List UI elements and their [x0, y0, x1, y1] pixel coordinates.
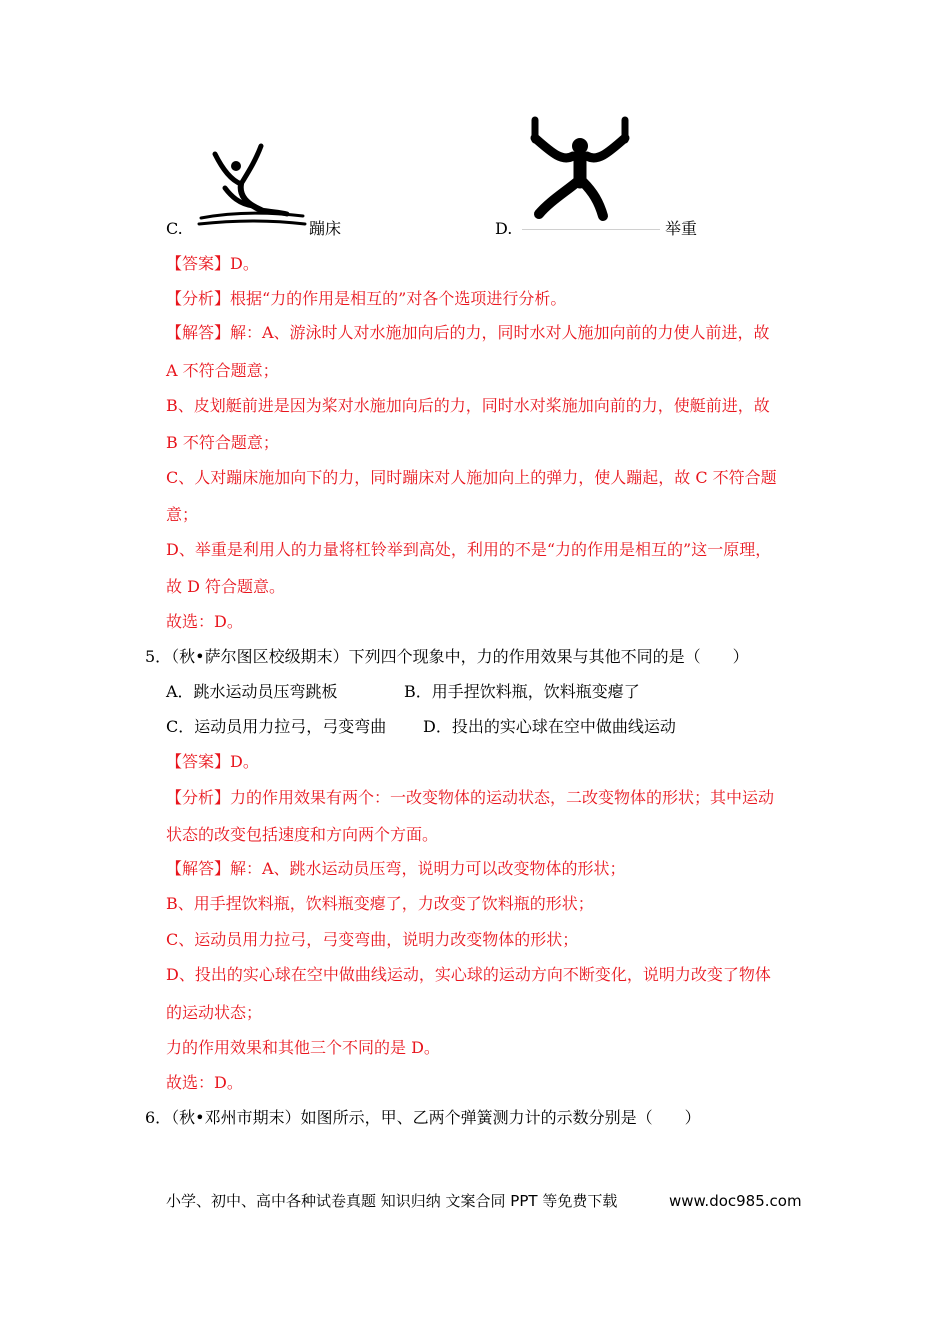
q5-solution-line: D、投出的实心球在空中做曲线运动，实心球的运动方向不断变化，说明力改变了物体 [166, 965, 771, 984]
q6-stem: 6．（秋•邓州市期末）如图所示，甲、乙两个弹簧测力计的示数分别是（ ） [145, 1108, 701, 1127]
option-c-letter: C. [166, 219, 183, 238]
q4-analysis: 【分析】根据“力的作用是相互的”对各个选项进行分析。 [166, 289, 567, 308]
q4-solution-line: B、皮划艇前进是因为桨对水施加向后的力，同时水对桨施加向前的力，使艇前进，故 [166, 396, 770, 415]
q5-option-a: A．跳水运动员压弯跳板 [166, 682, 338, 701]
trampoline-pictogram [195, 140, 307, 232]
q5-solution-line: B、用手捏饮料瓶，饮料瓶变瘪了，力改变了饮料瓶的形状； [166, 894, 594, 913]
q5-solution-line: 【解答】解：A、跳水运动员压弯，说明力可以改变物体的形状； [166, 859, 626, 878]
q5-option-b: B．用手捏饮料瓶，饮料瓶变瘪了 [404, 682, 640, 701]
option-d-caption: 举重 [665, 219, 698, 238]
q4-solution-line: D、举重是利用人的力量将杠铃举到高处，利用的不是“力的作用是相互的”这一原理， [166, 540, 772, 559]
q5-option-c: C．运动员用力拉弓，弓变弯曲 [166, 717, 387, 736]
option-d-letter: D. [495, 219, 513, 238]
option-d-underline [522, 229, 660, 230]
q4-solution-line: B 不符合题意； [166, 433, 279, 452]
q5-solution-line: C、运动员用力拉弓，弓变弯曲，说明力改变物体的形状； [166, 930, 579, 949]
q4-answer: 【答案】D。 [166, 254, 259, 273]
q4-solution-line: 故选：D。 [166, 612, 243, 631]
q5-stem: 5．（秋•萨尔图区校级期末）下列四个现象中，力的作用效果与其他不同的是（ ） [145, 647, 749, 666]
q5-analysis-line: 【分析】力的作用效果有两个：一改变物体的运动状态，二改变物体的形状；其中运动 [166, 788, 775, 807]
q4-solution-line: C、人对蹦床施加向下的力，同时蹦床对人施加向上的弹力，使人蹦起，故 C 不符合题 [166, 468, 777, 487]
q4-solution-line: A 不符合题意； [166, 361, 279, 380]
weightlifting-pictogram [527, 116, 633, 224]
q5-option-d: D．投出的实心球在空中做曲线运动 [423, 717, 676, 736]
q4-solution-line: 意； [166, 505, 199, 524]
footer-url[interactable]: www.doc985.com [669, 1192, 802, 1210]
q4-solution-line: 【解答】解：A、游泳时人对水施加向后的力，同时水对人施加向前的力使人前进，故 [166, 323, 770, 342]
footer-text: 小学、初中、高中各种试卷真题 知识归纳 文案合同 PPT 等免费下载 [166, 1192, 618, 1210]
q5-analysis-line: 状态的改变包括速度和方向两个方面。 [166, 825, 439, 844]
option-c-caption: 蹦床 [309, 219, 342, 238]
q5-solution-line: 的运动状态； [166, 1003, 263, 1022]
q5-solution-line: 故选：D。 [166, 1073, 243, 1092]
q5-solution-line: 力的作用效果和其他三个不同的是 D。 [166, 1038, 440, 1057]
q5-answer: 【答案】D。 [166, 752, 259, 771]
q4-solution-line: 故 D 符合题意。 [166, 577, 286, 596]
